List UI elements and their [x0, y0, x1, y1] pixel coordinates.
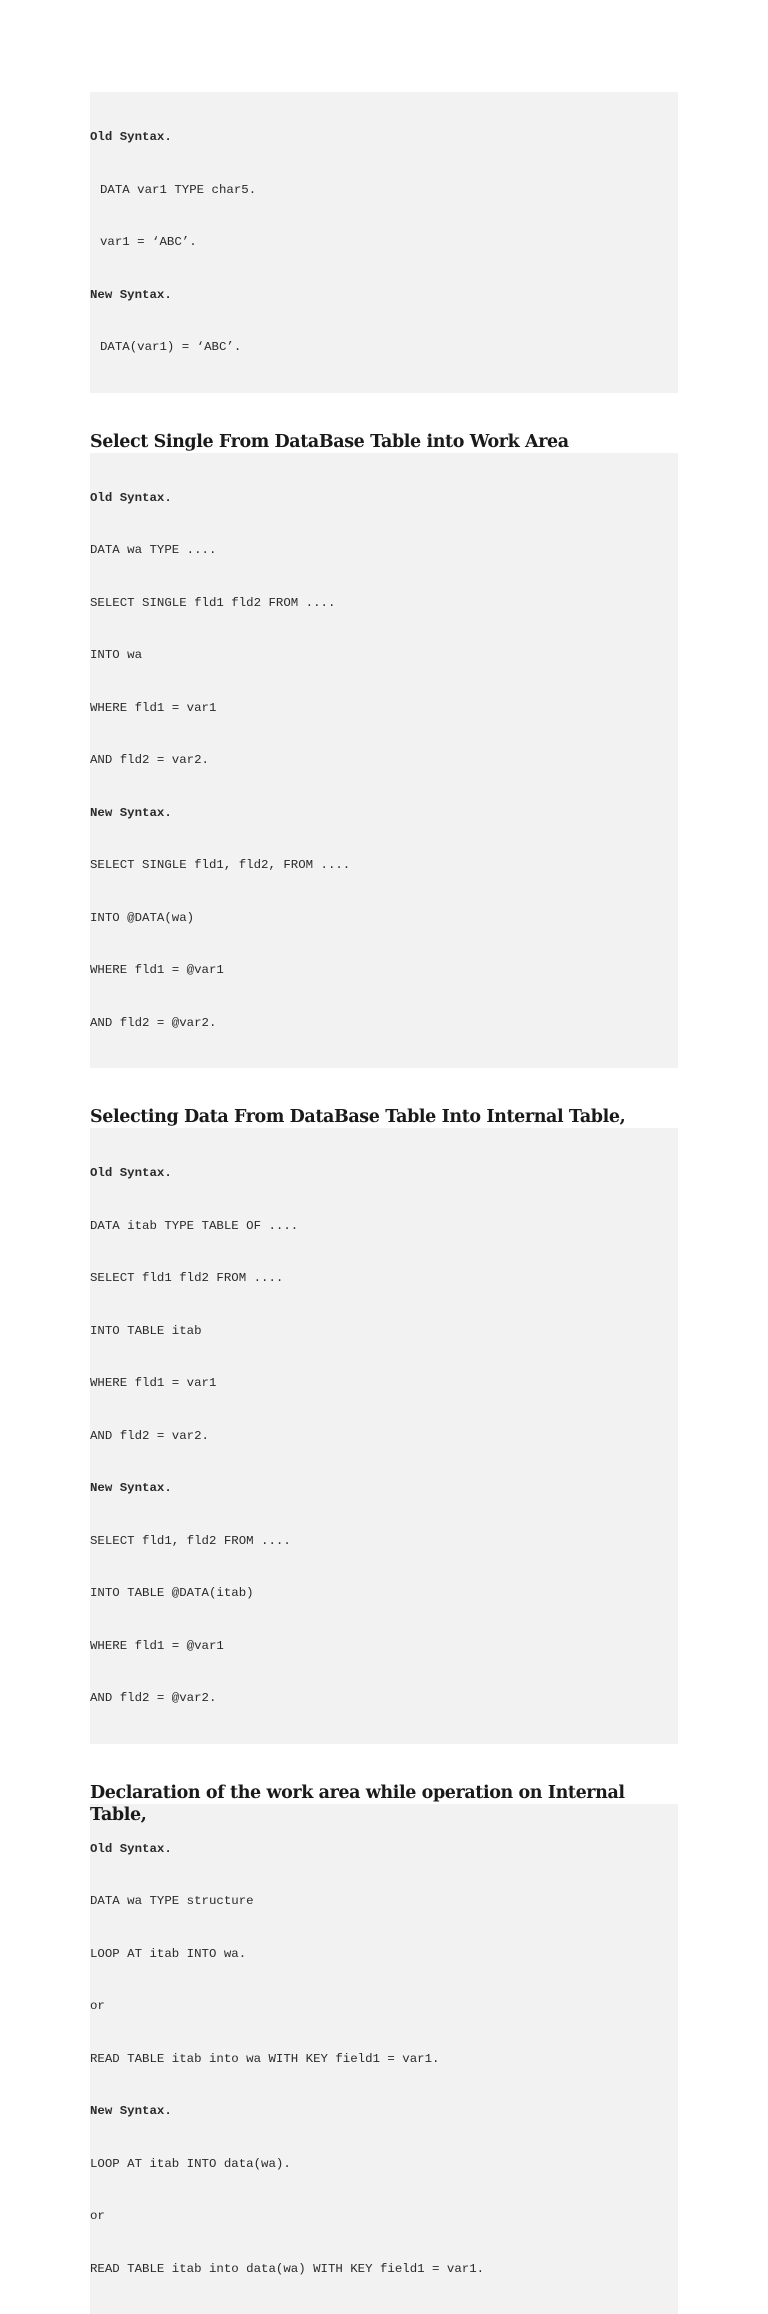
code-line: or: [90, 1998, 678, 2016]
section-heading: Selecting Data From DataBase Table Into Internal Table,: [90, 1106, 678, 1128]
old-syntax-label: Old Syntax.: [90, 129, 678, 147]
section-select-into-table: [90, 1106, 678, 1744]
code-line: INTO wa: [90, 647, 678, 665]
code-line: var1 = ‘ABC’.: [90, 234, 678, 252]
old-syntax-label: Old Syntax.: [90, 1841, 678, 1859]
code-line: WHERE fld1 = var1: [90, 1375, 678, 1393]
code-line: SELECT SINGLE fld1 fld2 FROM ....: [90, 595, 678, 613]
new-syntax-label: New Syntax.: [90, 805, 678, 823]
section-heading: Select Single From DataBase Table into Work Area: [90, 431, 678, 453]
code-line: WHERE fld1 = @var1: [90, 962, 678, 980]
code-line: DATA var1 TYPE char5.: [90, 182, 678, 200]
code-line: SELECT SINGLE fld1, fld2, FROM ....: [90, 857, 678, 875]
code-line: DATA wa TYPE ....: [90, 542, 678, 560]
code-line: SELECT fld1, fld2 FROM ....: [90, 1533, 678, 1551]
code-block: [90, 1804, 678, 2314]
code-block: [90, 453, 678, 1069]
code-line: or: [90, 2208, 678, 2226]
code-line: DATA wa TYPE structure: [90, 1893, 678, 1911]
new-syntax-label: New Syntax.: [90, 2103, 678, 2121]
code-line: AND fld2 = var2.: [90, 752, 678, 770]
code-line: AND fld2 = @var2.: [90, 1690, 678, 1708]
code-line: AND fld2 = @var2.: [90, 1015, 678, 1033]
code-line: DATA itab TYPE TABLE OF ....: [90, 1218, 678, 1236]
section-heading: Declaration of the work area while operation on Internal Table,: [90, 1782, 678, 1804]
code-block: [90, 1128, 678, 1744]
section-variable-declaration: [90, 92, 678, 393]
new-syntax-label: New Syntax.: [90, 1480, 678, 1498]
code-line: WHERE fld1 = var1: [90, 700, 678, 718]
document-page: [90, 92, 678, 2314]
code-line: DATA(var1) = ‘ABC’.: [90, 339, 678, 357]
section-select-single: [90, 431, 678, 1069]
old-syntax-label: Old Syntax.: [90, 1165, 678, 1183]
code-line: SELECT fld1 fld2 FROM ....: [90, 1270, 678, 1288]
code-block: [90, 92, 678, 393]
old-syntax-label: Old Syntax.: [90, 490, 678, 508]
code-line: INTO TABLE itab: [90, 1323, 678, 1341]
code-line: READ TABLE itab into data(wa) WITH KEY field1 = var1.: [90, 2261, 678, 2279]
code-line: READ TABLE itab into wa WITH KEY field1 = var1.: [90, 2051, 678, 2069]
code-line: WHERE fld1 = @var1: [90, 1638, 678, 1656]
code-line: INTO @DATA(wa): [90, 910, 678, 928]
code-line: LOOP AT itab INTO wa.: [90, 1946, 678, 1964]
code-line: LOOP AT itab INTO data(wa).: [90, 2156, 678, 2174]
new-syntax-label: New Syntax.: [90, 287, 678, 305]
code-line: INTO TABLE @DATA(itab): [90, 1585, 678, 1603]
section-work-area-declaration: [90, 1782, 678, 2314]
code-line: AND fld2 = var2.: [90, 1428, 678, 1446]
